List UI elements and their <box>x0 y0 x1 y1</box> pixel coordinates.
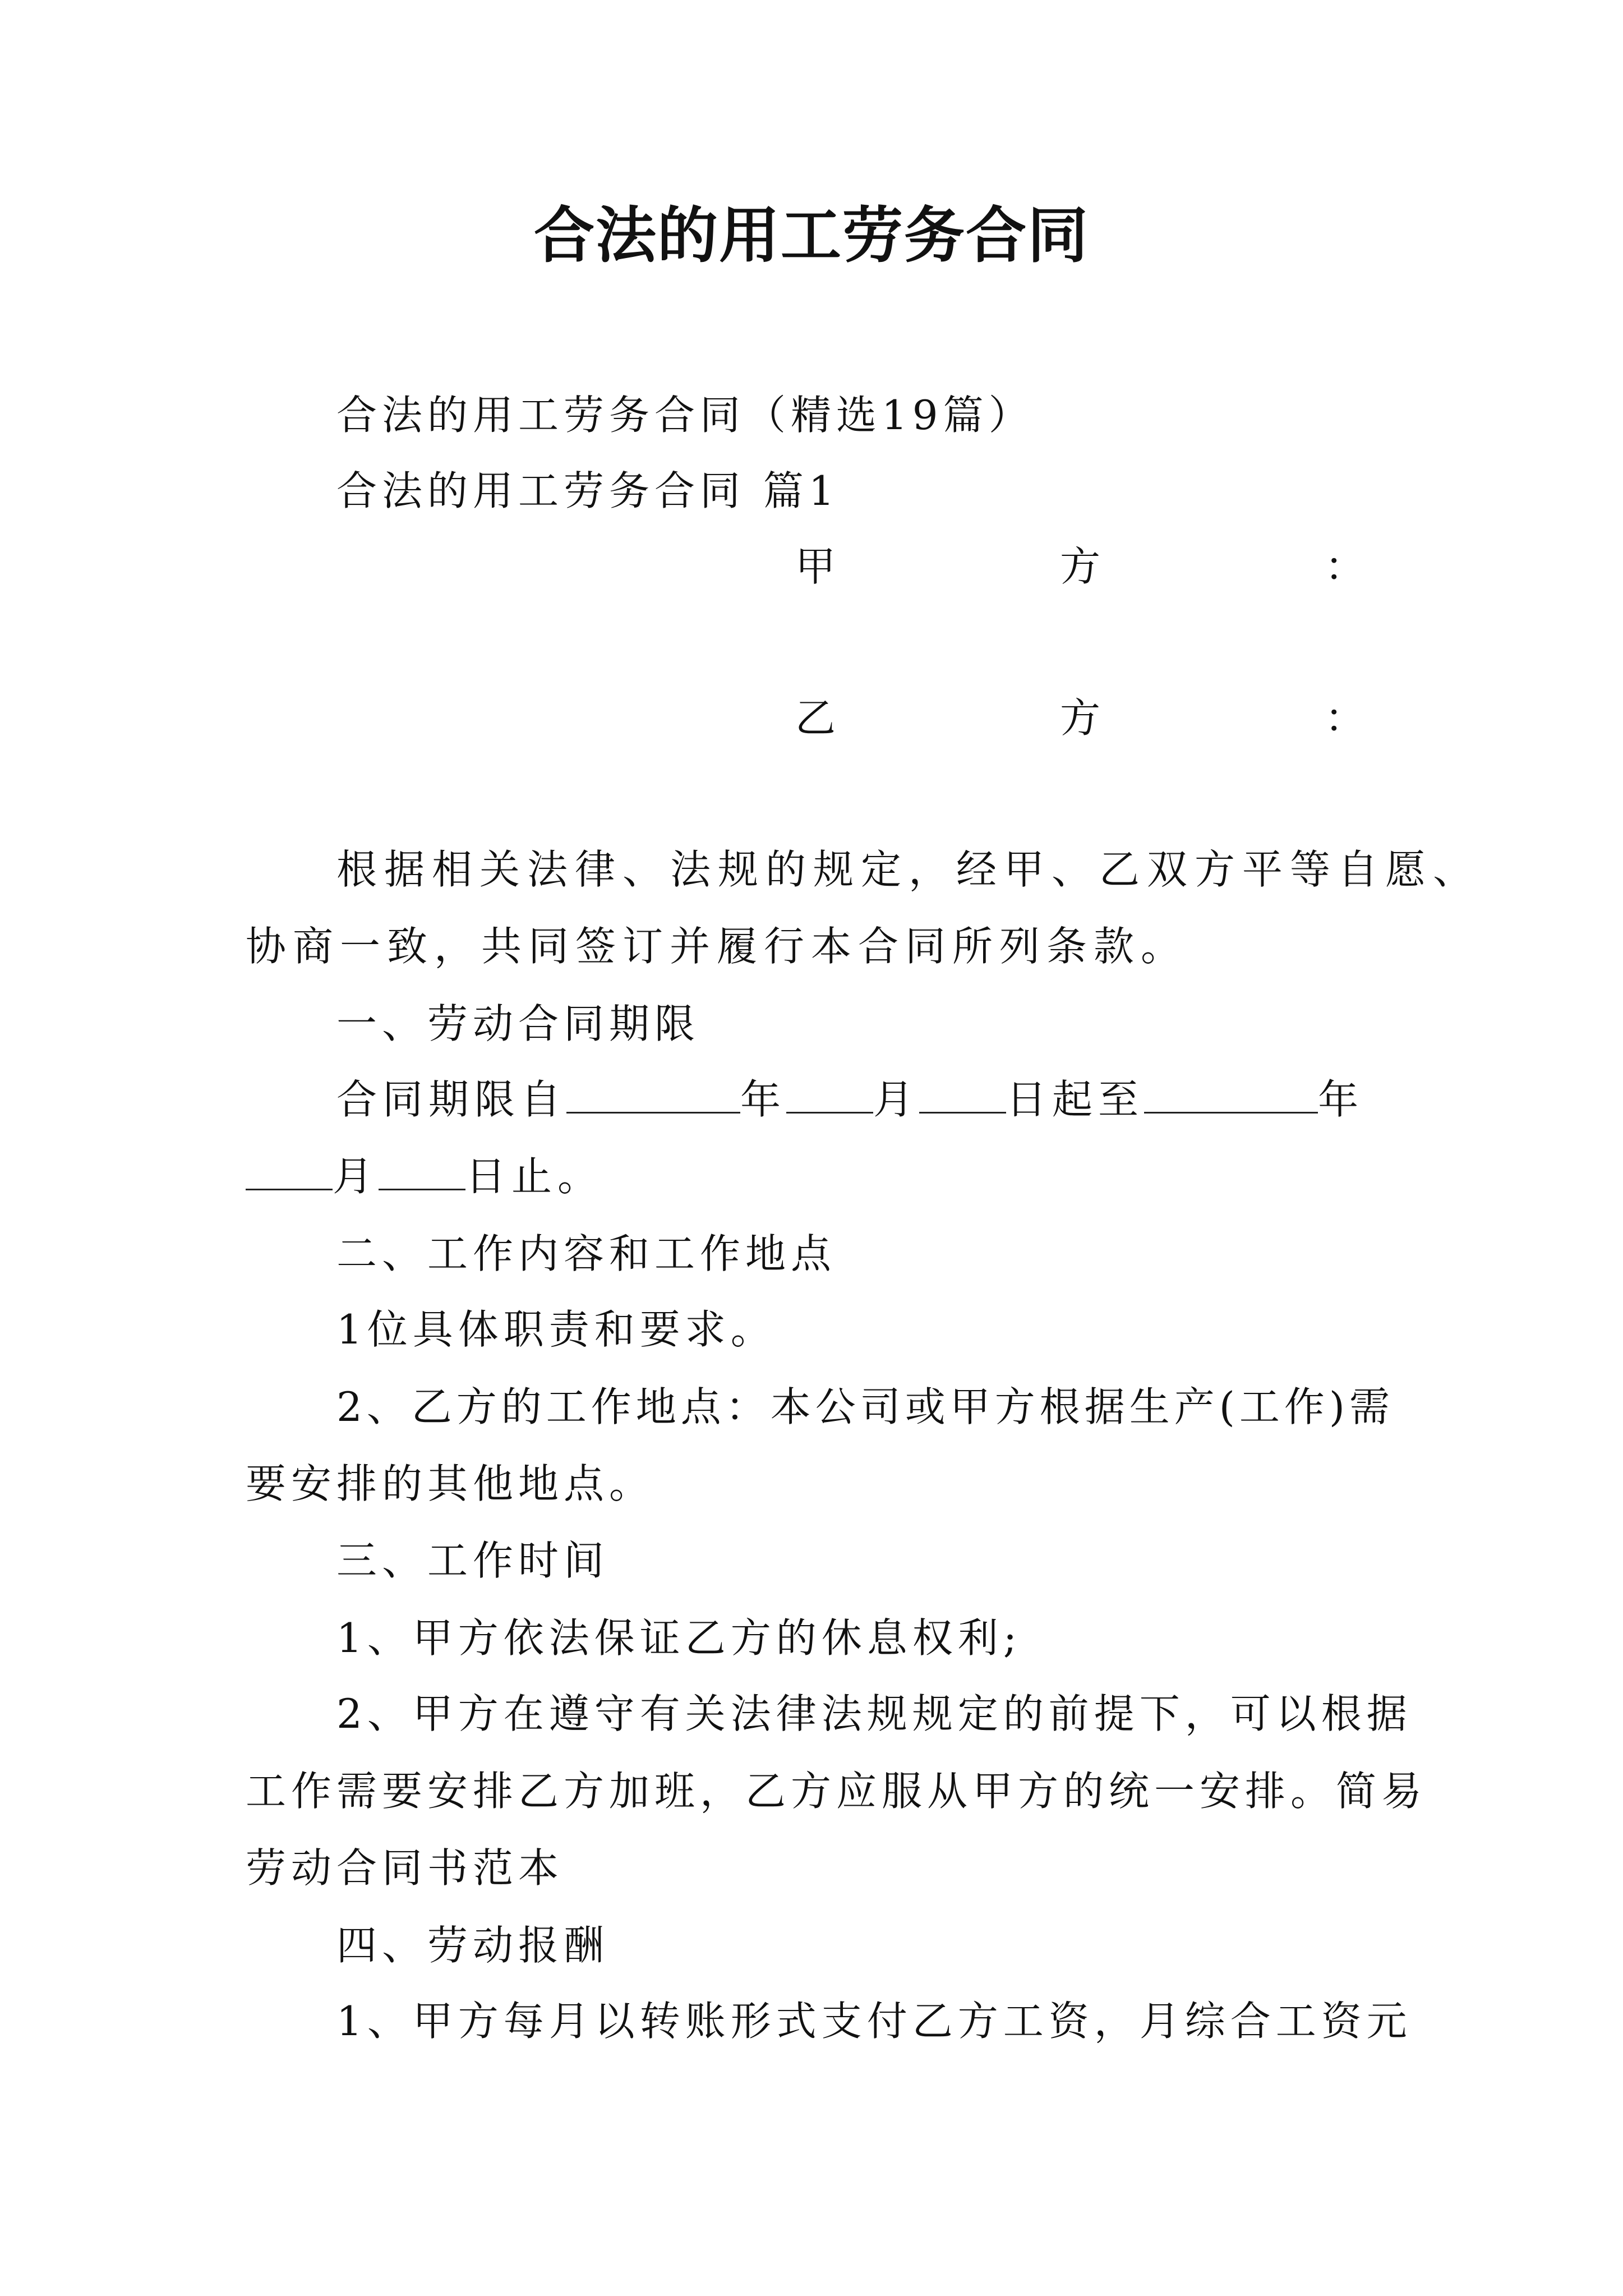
term-month-label: 月 <box>873 1076 920 1123</box>
party-b-char1: 乙 <box>795 694 836 742</box>
section-3-item-2-line-1: 2、甲方在遵守有关法律法规规定的前提下，可以根据 <box>336 1690 1412 1737</box>
contract-term-line-2 <box>246 1148 603 1204</box>
term-end-label: 日止。 <box>465 1153 604 1200</box>
section-3-heading: 三、工作时间 <box>336 1537 610 1584</box>
section-4-heading: 四、劳动报酬 <box>336 1922 610 1969</box>
section-3-item-2-line-3: 劳动合同书范本 <box>246 1844 564 1892</box>
party-a-colon: ： <box>1325 543 1366 590</box>
term-prefix: 合同期限自 <box>336 1076 567 1123</box>
intro-paragraph-line-2: 协商一致，共同签订并履行本合同所列条款。 <box>246 923 1188 970</box>
document-subtitle: 合法的用工劳务合同（精选19篇） <box>336 392 1034 439</box>
section-heading: 合法的用工劳务合同 篇1 <box>336 467 840 514</box>
term-year2-label: 年 <box>1318 1076 1364 1123</box>
term-year-label: 年 <box>740 1076 787 1123</box>
section-2-item-2-line-2: 要安排的其他地点。 <box>246 1460 655 1507</box>
start-year-blank[interactable] <box>566 1073 740 1114</box>
contract-term-line-1 <box>336 1071 1364 1128</box>
document-title: 合法的用工劳务合同 <box>533 200 1089 271</box>
party-a-char2: 方 <box>1060 543 1101 590</box>
party-a-char1: 甲 <box>795 543 836 590</box>
section-3-item-1: 1、甲方依法保证乙方的休息权利; <box>336 1614 1022 1662</box>
intro-paragraph-line-1: 根据相关法律、法规的规定，经甲、乙双方平等自愿、 <box>336 846 1481 893</box>
start-day-blank[interactable] <box>919 1073 1006 1114</box>
section-1-heading: 一、劳动合同期限 <box>336 1000 700 1047</box>
section-3-item-2-line-2: 工作需要安排乙方加班，乙方应服从甲方的统一安排。简易 <box>246 1768 1427 1815</box>
end-month-blank[interactable] <box>246 1149 333 1190</box>
end-day-blank[interactable] <box>379 1149 465 1190</box>
term-day-to-label: 日起至 <box>1006 1076 1145 1123</box>
end-year-blank[interactable] <box>1144 1073 1318 1114</box>
section-2-item-1: 1位具体职责和要求。 <box>336 1306 776 1353</box>
section-2-heading: 二、工作内容和工作地点 <box>336 1230 837 1277</box>
term-month2-label: 月 <box>333 1153 379 1200</box>
section-4-item-1: 1、甲方每月以转账形式支付乙方工资，月综合工资元 <box>336 1998 1412 2045</box>
start-month-blank[interactable] <box>786 1073 873 1114</box>
section-2-item-2-line-1: 2、乙方的工作地点：本公司或甲方根据生产(工作)需 <box>336 1383 1394 1430</box>
party-b-colon: ： <box>1325 694 1366 742</box>
party-b-char2: 方 <box>1060 694 1101 742</box>
